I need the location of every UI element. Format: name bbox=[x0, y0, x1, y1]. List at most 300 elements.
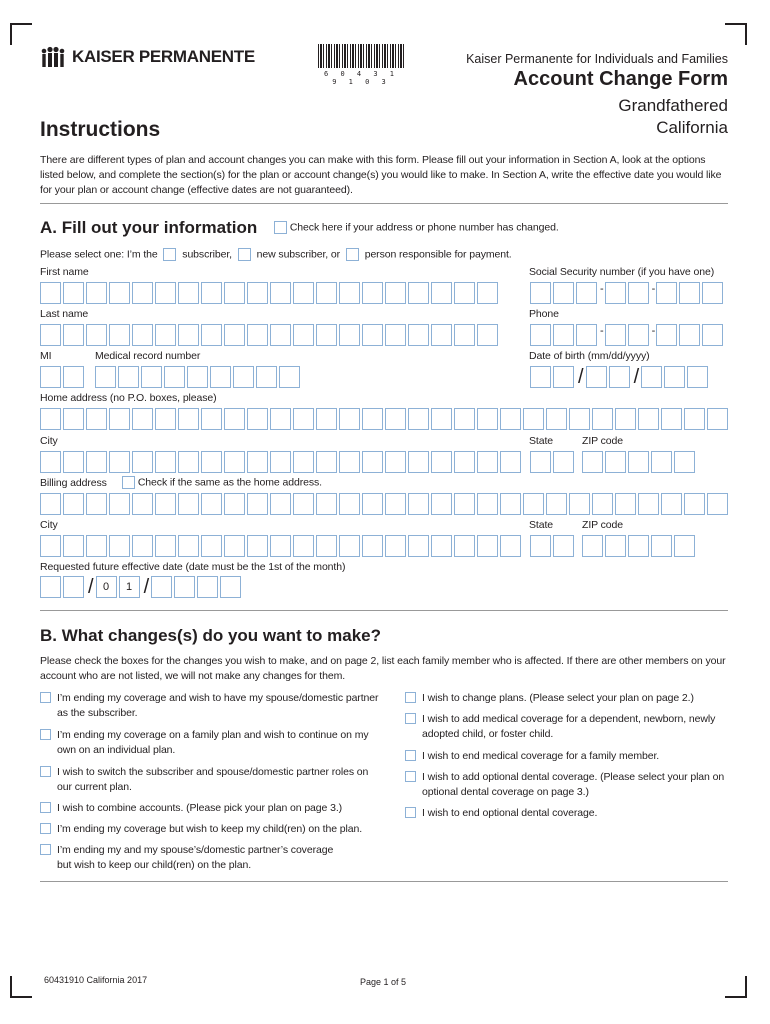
char-box[interactable] bbox=[40, 493, 61, 515]
char-box[interactable] bbox=[628, 282, 649, 304]
phone-dash: - bbox=[651, 325, 656, 337]
option-checkbox[interactable] bbox=[40, 766, 51, 777]
char-box[interactable] bbox=[210, 366, 231, 388]
char-box[interactable] bbox=[63, 408, 84, 430]
char-box[interactable] bbox=[702, 324, 723, 346]
barcode-number: 6 0 4 3 1 9 1 0 3 bbox=[324, 70, 398, 86]
char-box[interactable] bbox=[576, 282, 597, 304]
ssn-label: Social Security number (if you have one) bbox=[529, 266, 715, 278]
address-changed-option[interactable] bbox=[274, 221, 559, 234]
char-box[interactable] bbox=[362, 282, 383, 304]
char-box[interactable] bbox=[316, 408, 337, 430]
ssn-dash: - bbox=[651, 283, 656, 295]
char-box[interactable] bbox=[293, 451, 314, 473]
char-box[interactable] bbox=[109, 324, 130, 346]
billing-city-input[interactable] bbox=[40, 535, 523, 557]
char-box[interactable] bbox=[201, 451, 222, 473]
crop-mark-top-left bbox=[10, 23, 32, 45]
char-box[interactable] bbox=[63, 576, 84, 598]
char-box[interactable] bbox=[201, 493, 222, 515]
char-box[interactable] bbox=[293, 493, 314, 515]
char-box[interactable] bbox=[664, 366, 685, 388]
char-box[interactable] bbox=[553, 282, 574, 304]
option-checkbox[interactable] bbox=[40, 729, 51, 740]
char-box[interactable] bbox=[63, 451, 84, 473]
address-changed-checkbox[interactable] bbox=[274, 221, 287, 234]
zip-input[interactable] bbox=[582, 451, 697, 473]
change-option[interactable] bbox=[40, 843, 340, 873]
char-box[interactable] bbox=[141, 366, 162, 388]
char-box[interactable] bbox=[40, 535, 61, 557]
option-label: I wish to add optional dental coverage. (Please select your plan on optional dental coverage on page 3.) bbox=[422, 771, 725, 798]
effective-slash: / bbox=[143, 576, 150, 598]
char-box[interactable] bbox=[339, 451, 360, 473]
char-box[interactable] bbox=[592, 493, 613, 515]
char-box[interactable] bbox=[615, 493, 636, 515]
mi-label: MI bbox=[40, 350, 52, 362]
char-box[interactable] bbox=[408, 324, 429, 346]
char-box[interactable] bbox=[279, 366, 300, 388]
char-box[interactable] bbox=[454, 282, 475, 304]
char-box[interactable] bbox=[339, 535, 360, 557]
char-box[interactable] bbox=[615, 408, 636, 430]
option-checkbox[interactable] bbox=[405, 692, 416, 703]
char-box[interactable] bbox=[63, 282, 84, 304]
char-box[interactable] bbox=[454, 324, 475, 346]
plan-type: Grandfathered bbox=[618, 96, 728, 115]
billing-state-input[interactable] bbox=[530, 535, 576, 557]
phone-area[interactable] bbox=[530, 324, 599, 346]
char-box[interactable] bbox=[132, 282, 153, 304]
char-box[interactable] bbox=[592, 408, 613, 430]
char-box[interactable] bbox=[661, 493, 682, 515]
char-box[interactable] bbox=[201, 408, 222, 430]
char-box[interactable] bbox=[408, 282, 429, 304]
char-box[interactable] bbox=[530, 324, 551, 346]
change-option[interactable] bbox=[405, 806, 725, 821]
option-label: I wish to add medical coverage for a dependent, newborn, newly adopted child, or foster child. bbox=[422, 713, 716, 740]
char-box[interactable] bbox=[553, 324, 574, 346]
char-box[interactable] bbox=[707, 493, 728, 515]
change-option[interactable] bbox=[405, 712, 725, 742]
barcode bbox=[318, 44, 404, 86]
char-box[interactable] bbox=[109, 408, 130, 430]
char-box[interactable] bbox=[477, 493, 498, 515]
char-box[interactable] bbox=[256, 366, 277, 388]
new-subscriber-checkbox[interactable] bbox=[238, 248, 251, 261]
char-box[interactable] bbox=[362, 451, 383, 473]
char-box[interactable] bbox=[684, 493, 705, 515]
char-box[interactable] bbox=[224, 535, 245, 557]
kaiser-people-icon bbox=[40, 46, 66, 68]
city-input[interactable] bbox=[40, 451, 523, 473]
char-box[interactable] bbox=[431, 535, 452, 557]
change-option[interactable] bbox=[40, 691, 380, 721]
same-as-home-checkbox[interactable] bbox=[122, 476, 135, 489]
mi-input[interactable] bbox=[40, 366, 86, 388]
char-box[interactable] bbox=[187, 366, 208, 388]
char-box[interactable] bbox=[293, 282, 314, 304]
char-box[interactable] bbox=[702, 282, 723, 304]
char-box[interactable] bbox=[201, 282, 222, 304]
section-a-letter: A. bbox=[40, 218, 57, 237]
char-box[interactable] bbox=[553, 535, 574, 557]
same-as-home-option[interactable] bbox=[122, 476, 322, 489]
char-box[interactable] bbox=[546, 493, 567, 515]
char-box[interactable] bbox=[155, 451, 176, 473]
option-checkbox[interactable] bbox=[405, 771, 416, 782]
char-box[interactable] bbox=[132, 493, 153, 515]
char-box[interactable] bbox=[385, 493, 406, 515]
crop-mark-bottom-right bbox=[725, 976, 747, 998]
char-box[interactable] bbox=[385, 324, 406, 346]
char-box[interactable] bbox=[224, 282, 245, 304]
char-box[interactable] bbox=[679, 282, 700, 304]
change-option[interactable] bbox=[405, 770, 725, 800]
char-box[interactable] bbox=[454, 493, 475, 515]
form-code: 60431910 California 2017 bbox=[44, 975, 148, 985]
option-checkbox[interactable] bbox=[405, 750, 416, 761]
char-box[interactable] bbox=[270, 408, 291, 430]
char-box[interactable] bbox=[385, 451, 406, 473]
char-box[interactable] bbox=[605, 535, 626, 557]
char-box[interactable] bbox=[132, 451, 153, 473]
char-box[interactable] bbox=[178, 451, 199, 473]
char-box[interactable] bbox=[500, 408, 521, 430]
char-box[interactable] bbox=[270, 493, 291, 515]
char-box[interactable] bbox=[582, 535, 603, 557]
char-box[interactable] bbox=[362, 324, 383, 346]
char-box[interactable] bbox=[178, 408, 199, 430]
section-b-intro: Please check the boxes for the changes you wish to make, and on page 2, list each family member who is affected. If there are other members on your account who are not listed, we will not make any changes for them. bbox=[40, 655, 726, 682]
city-label: City bbox=[40, 435, 58, 447]
char-box[interactable] bbox=[638, 408, 659, 430]
char-box[interactable] bbox=[247, 493, 268, 515]
char-box[interactable] bbox=[431, 324, 452, 346]
char-box[interactable] bbox=[628, 324, 649, 346]
char-box[interactable] bbox=[674, 535, 695, 557]
char-box[interactable] bbox=[270, 451, 291, 473]
char-box[interactable] bbox=[687, 366, 708, 388]
char-box[interactable] bbox=[679, 324, 700, 346]
char-box[interactable] bbox=[40, 576, 61, 598]
char-box[interactable] bbox=[656, 282, 677, 304]
option-label: I’m ending my coverage but wish to keep my child(ren) on the plan. bbox=[57, 823, 363, 835]
char-box[interactable] bbox=[155, 535, 176, 557]
char-box[interactable] bbox=[576, 324, 597, 346]
char-box[interactable] bbox=[431, 408, 452, 430]
effective-month[interactable] bbox=[40, 576, 86, 598]
char-box[interactable] bbox=[339, 408, 360, 430]
payer-select-prefix: Please select one: I’m the bbox=[40, 248, 158, 261]
change-option[interactable] bbox=[40, 822, 380, 837]
char-box[interactable] bbox=[293, 535, 314, 557]
char-box[interactable] bbox=[500, 493, 521, 515]
char-box[interactable] bbox=[86, 493, 107, 515]
char-box[interactable] bbox=[408, 451, 429, 473]
char-box[interactable] bbox=[63, 366, 84, 388]
char-box[interactable] bbox=[247, 408, 268, 430]
new-subscriber-label: new subscriber, or bbox=[256, 248, 341, 261]
char-box[interactable] bbox=[164, 366, 185, 388]
char-box[interactable] bbox=[247, 324, 268, 346]
char-box[interactable] bbox=[40, 282, 61, 304]
char-box[interactable] bbox=[408, 493, 429, 515]
char-box[interactable] bbox=[40, 366, 61, 388]
char-box[interactable] bbox=[684, 408, 705, 430]
option-checkbox[interactable] bbox=[40, 692, 51, 703]
option-checkbox[interactable] bbox=[405, 713, 416, 724]
change-option[interactable] bbox=[40, 728, 380, 758]
char-box[interactable] bbox=[569, 408, 590, 430]
option-label: I wish to end medical coverage for a family member. bbox=[422, 750, 660, 762]
state-label: State bbox=[529, 435, 554, 447]
home-address-label: Home address (no P.O. boxes, please) bbox=[40, 392, 217, 404]
mrn-input[interactable] bbox=[95, 366, 302, 388]
char-box[interactable] bbox=[247, 451, 268, 473]
char-box[interactable] bbox=[316, 324, 337, 346]
phone-line[interactable] bbox=[656, 324, 725, 346]
option-checkbox[interactable] bbox=[40, 823, 51, 834]
kaiser-logo bbox=[40, 46, 255, 68]
char-box[interactable] bbox=[197, 576, 218, 598]
char-box[interactable] bbox=[500, 451, 521, 473]
first-name-label: First name bbox=[40, 266, 89, 278]
phone-dash: - bbox=[600, 325, 604, 337]
billing-address-input[interactable] bbox=[40, 493, 730, 515]
char-box[interactable] bbox=[339, 324, 360, 346]
barcode-bars bbox=[318, 44, 404, 68]
subscriber-checkbox[interactable] bbox=[163, 248, 176, 261]
char-box[interactable] bbox=[638, 493, 659, 515]
ssn-part-2[interactable] bbox=[605, 282, 651, 304]
change-option[interactable] bbox=[405, 749, 725, 764]
char-box[interactable] bbox=[40, 451, 61, 473]
option-label: I’m ending my coverage and wish to have my spouse/domestic partner as the subscriber. bbox=[57, 692, 379, 719]
char-box[interactable] bbox=[178, 535, 199, 557]
char-box[interactable] bbox=[477, 535, 498, 557]
char-box[interactable] bbox=[151, 576, 172, 598]
char-box[interactable] bbox=[628, 535, 649, 557]
char-box[interactable] bbox=[523, 408, 544, 430]
char-box[interactable] bbox=[674, 451, 695, 473]
char-box[interactable] bbox=[270, 282, 291, 304]
char-box[interactable] bbox=[454, 535, 475, 557]
char-box[interactable] bbox=[40, 324, 61, 346]
first-name-input[interactable] bbox=[40, 282, 500, 304]
char-box[interactable] bbox=[586, 366, 607, 388]
billing-address-label: Billing address bbox=[40, 477, 107, 489]
char-box[interactable] bbox=[155, 408, 176, 430]
char-box[interactable] bbox=[500, 535, 521, 557]
char-box[interactable] bbox=[247, 282, 268, 304]
phone-input[interactable] bbox=[530, 324, 725, 346]
mrn-label: Medical record number bbox=[95, 350, 201, 362]
billing-state-label: State bbox=[529, 519, 554, 531]
ssn-input[interactable] bbox=[530, 282, 725, 304]
char-box[interactable] bbox=[63, 535, 84, 557]
char-box[interactable] bbox=[174, 576, 195, 598]
section-b-letter: B. bbox=[40, 626, 57, 645]
change-option[interactable] bbox=[40, 801, 380, 816]
char-box[interactable] bbox=[86, 324, 107, 346]
char-box[interactable] bbox=[362, 408, 383, 430]
phone-prefix[interactable] bbox=[605, 324, 651, 346]
char-box[interactable] bbox=[233, 366, 254, 388]
char-box[interactable] bbox=[86, 451, 107, 473]
option-label: I wish to change plans. (Please select your plan on page 2.) bbox=[422, 692, 694, 704]
char-box[interactable] bbox=[86, 535, 107, 557]
char-box[interactable] bbox=[651, 451, 672, 473]
section-a-heading: Fill out your information bbox=[61, 218, 258, 237]
char-box[interactable] bbox=[362, 493, 383, 515]
char-box[interactable] bbox=[385, 282, 406, 304]
option-checkbox[interactable] bbox=[40, 844, 51, 855]
address-changed-label: Check here if your address or phone number has changed. bbox=[289, 221, 559, 234]
char-box[interactable] bbox=[530, 366, 551, 388]
char-box[interactable] bbox=[293, 324, 314, 346]
last-name-input[interactable] bbox=[40, 324, 500, 346]
crop-mark-bottom-left bbox=[10, 976, 32, 998]
char-box[interactable] bbox=[109, 535, 130, 557]
char-box[interactable] bbox=[641, 366, 662, 388]
zip-label: ZIP code bbox=[582, 435, 624, 447]
char-box[interactable] bbox=[132, 324, 153, 346]
char-box[interactable] bbox=[224, 493, 245, 515]
effective-date-label: Requested future effective date (date must be the 1st of the month) bbox=[40, 561, 346, 573]
char-box[interactable] bbox=[201, 535, 222, 557]
char-box[interactable] bbox=[86, 282, 107, 304]
char-box[interactable] bbox=[628, 451, 649, 473]
char-box[interactable] bbox=[109, 282, 130, 304]
char-box[interactable] bbox=[247, 535, 268, 557]
char-box[interactable] bbox=[385, 535, 406, 557]
char-box[interactable] bbox=[155, 282, 176, 304]
char-box[interactable] bbox=[530, 451, 551, 473]
dob-day[interactable] bbox=[586, 366, 632, 388]
char-box[interactable] bbox=[224, 451, 245, 473]
char-box[interactable] bbox=[270, 535, 291, 557]
billing-city-label: City bbox=[40, 519, 58, 531]
ssn-part-3[interactable] bbox=[656, 282, 725, 304]
state-input[interactable] bbox=[530, 451, 576, 473]
char-box[interactable] bbox=[431, 451, 452, 473]
char-box[interactable] bbox=[132, 535, 153, 557]
char-box[interactable] bbox=[431, 493, 452, 515]
char-box[interactable] bbox=[656, 324, 677, 346]
char-box[interactable] bbox=[477, 324, 498, 346]
char-box[interactable] bbox=[109, 451, 130, 473]
char-box[interactable] bbox=[707, 408, 728, 430]
change-option[interactable] bbox=[40, 765, 380, 795]
char-box[interactable] bbox=[605, 451, 626, 473]
char-box[interactable] bbox=[316, 493, 337, 515]
char-box[interactable] bbox=[178, 493, 199, 515]
home-address-input[interactable] bbox=[40, 408, 730, 430]
divider bbox=[40, 203, 728, 204]
char-box[interactable] bbox=[95, 366, 116, 388]
char-box[interactable] bbox=[477, 282, 498, 304]
char-box[interactable] bbox=[454, 451, 475, 473]
char-box[interactable] bbox=[316, 282, 337, 304]
char-box[interactable] bbox=[109, 493, 130, 515]
char-box[interactable] bbox=[201, 324, 222, 346]
option-checkbox[interactable] bbox=[40, 802, 51, 813]
char-box[interactable] bbox=[546, 408, 567, 430]
char-box[interactable] bbox=[224, 408, 245, 430]
effective-slash: / bbox=[88, 576, 94, 598]
char-box[interactable] bbox=[530, 535, 551, 557]
char-box[interactable] bbox=[155, 324, 176, 346]
char-box[interactable] bbox=[605, 324, 626, 346]
form-subtitle: Kaiser Permanente for Individuals and Families bbox=[466, 52, 728, 66]
billing-zip-label: ZIP code bbox=[582, 519, 624, 531]
char-box[interactable] bbox=[339, 493, 360, 515]
char-box[interactable] bbox=[118, 366, 139, 388]
char-box[interactable] bbox=[553, 366, 574, 388]
effective-year[interactable] bbox=[151, 576, 243, 598]
dob-month[interactable] bbox=[530, 366, 576, 388]
char-box[interactable] bbox=[530, 282, 551, 304]
char-box[interactable] bbox=[651, 535, 672, 557]
char-box[interactable] bbox=[362, 535, 383, 557]
char-box[interactable] bbox=[40, 408, 61, 430]
char-box[interactable] bbox=[178, 324, 199, 346]
char-box[interactable] bbox=[477, 451, 498, 473]
change-option[interactable] bbox=[405, 691, 725, 706]
char-box[interactable] bbox=[339, 282, 360, 304]
char-box[interactable] bbox=[582, 451, 603, 473]
responsible-label: person responsible for payment. bbox=[364, 248, 512, 261]
char-box[interactable] bbox=[661, 408, 682, 430]
effective-date-input[interactable] bbox=[40, 576, 243, 598]
option-label: I wish to switch the subscriber and spouse/domestic partner roles on our current plan. bbox=[57, 766, 369, 793]
char-box[interactable] bbox=[385, 408, 406, 430]
char-box[interactable] bbox=[454, 408, 475, 430]
char-box[interactable] bbox=[605, 282, 626, 304]
char-box[interactable] bbox=[86, 408, 107, 430]
char-box[interactable] bbox=[609, 366, 630, 388]
char-box[interactable] bbox=[569, 493, 590, 515]
char-box[interactable] bbox=[408, 408, 429, 430]
payer-select-row bbox=[40, 248, 512, 261]
dob-year[interactable] bbox=[641, 366, 710, 388]
char-box[interactable] bbox=[431, 282, 452, 304]
plan-region: California bbox=[656, 118, 728, 137]
billing-zip-input[interactable] bbox=[582, 535, 697, 557]
char-box[interactable] bbox=[553, 451, 574, 473]
char-box[interactable] bbox=[408, 535, 429, 557]
char-box[interactable] bbox=[293, 408, 314, 430]
char-box[interactable] bbox=[178, 282, 199, 304]
char-box[interactable] bbox=[132, 408, 153, 430]
char-box[interactable] bbox=[270, 324, 291, 346]
char-box[interactable] bbox=[316, 451, 337, 473]
char-box[interactable] bbox=[155, 493, 176, 515]
char-box[interactable] bbox=[220, 576, 241, 598]
char-box[interactable] bbox=[316, 535, 337, 557]
ssn-part-1[interactable] bbox=[530, 282, 599, 304]
responsible-checkbox[interactable] bbox=[346, 248, 359, 261]
char-box[interactable] bbox=[523, 493, 544, 515]
dob-input[interactable] bbox=[530, 366, 710, 388]
char-box[interactable] bbox=[63, 493, 84, 515]
char-box[interactable] bbox=[224, 324, 245, 346]
char-box[interactable] bbox=[477, 408, 498, 430]
option-checkbox[interactable] bbox=[405, 807, 416, 818]
char-box[interactable] bbox=[63, 324, 84, 346]
section-a-title bbox=[40, 218, 257, 238]
